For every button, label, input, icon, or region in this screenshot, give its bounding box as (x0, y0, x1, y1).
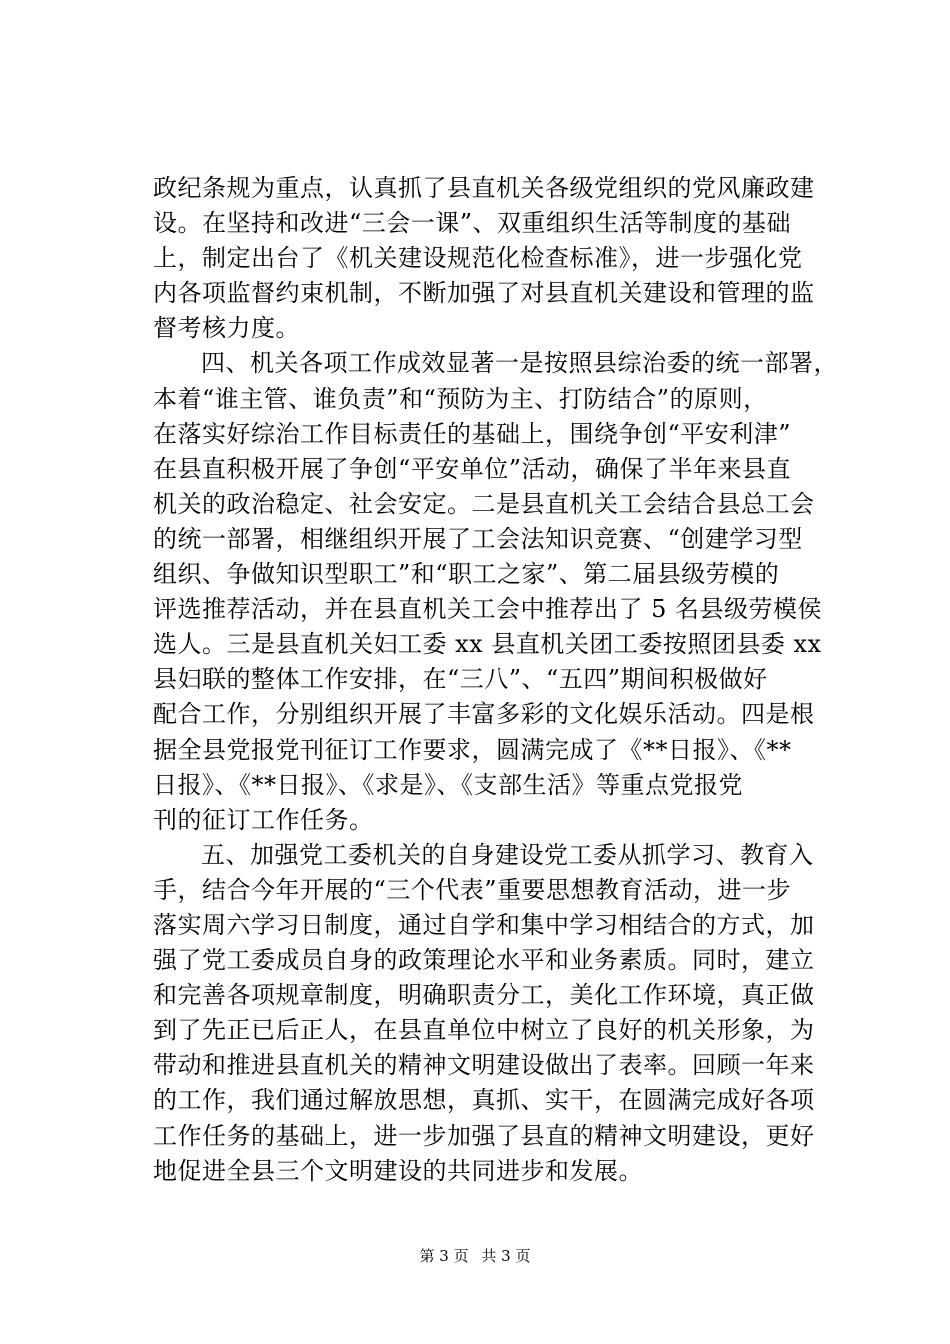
text-line: 五、加强党工委机关的自身建设党工委从抓学习、教育入 (201, 840, 814, 869)
text-line: 内各项监督约束机制，不断加强了对县直机关建设和管理的监 (153, 279, 815, 308)
text-line: 督考核力度。 (153, 314, 300, 343)
text-line: 日报》、《**日报》、《求是》、《支部生活》等重点党报党 (153, 770, 743, 799)
text-line: 刊的征订工作任务。 (153, 805, 374, 834)
text-line: 设。在坚持和改进“三会一课”、双重组织生活等制度的基础 (153, 209, 792, 238)
text-line: 带动和推进县直机关的精神文明建设做出了表率。回顾一年来 (153, 1051, 815, 1080)
paragraph-2 (153, 346, 843, 837)
text-line: 的工作，我们通过解放思想，真抓、实干，在圆满完成好各项 (153, 1086, 815, 1115)
text-line: 手，结合今年开展的“三个代表”重要思想教育活动，进一步 (153, 875, 792, 904)
paragraph-1 (153, 171, 843, 346)
text-line: 和完善各项规章制度，明确职责分工，美化工作环境，真正做 (153, 981, 815, 1010)
text-line: 机关的政治稳定、社会安定。二是县直机关工会结合县总工会 (153, 489, 815, 518)
text-line: 组织、争做知识型职工”和“职工之家”、第二届县级劳模的 (153, 560, 780, 589)
text-line: 强了党工委成员自身的政策理论水平和业务素质。同时，建立 (153, 946, 815, 975)
page-number: 第 3 页 (419, 1247, 469, 1265)
text-line: 县妇联的整体工作安排，在“三八”、“五四”期间积极做好 (153, 665, 768, 694)
text-line: 据全县党报党刊征订工作要求，圆满完成了《**日报》、《** (153, 735, 792, 764)
text-line: 四、机关各项工作成效显著一是按照县综治委的统一部署， (201, 349, 838, 378)
text-line: 政纪条规为重点，认真抓了县直机关各级党组织的党风廉政建 (153, 174, 815, 202)
text-line: 在落实好综治工作目标责任的基础上，围绕争创“平安利津” (153, 419, 792, 448)
page-total: 共 3 页 (481, 1247, 531, 1265)
text-line: 的统一部署，相继组织开展了工会法知识竞赛、“创建学习型 (153, 524, 803, 553)
text-line: 落实周六学习日制度，通过自学和集中学习相结合的方式，加 (153, 910, 815, 939)
text-line: 在县直积极开展了争创“平安单位”活动，确保了半年来县直 (153, 454, 792, 483)
paragraph-3 (153, 838, 843, 1189)
text-line: 工作任务的基础上，进一步加强了县直的精神文明建设，更好 (153, 1121, 815, 1150)
text-line: 选人。三是县直机关妇工委 xx 县直机关团工委按照团县委 xx (153, 630, 822, 659)
text-line: 上，制定出台了《机关建设规范化检查标准》，进一步强化党 (153, 244, 803, 273)
document-body (153, 171, 843, 1189)
page-footer (0, 1246, 950, 1266)
text-line: 配合工作，分别组织开展了丰富多彩的文化娱乐活动。四是根 (153, 700, 815, 729)
text-line: 到了先正已后正人，在县直单位中树立了良好的机关形象，为 (153, 1016, 815, 1045)
text-line: 地促进全县三个文明建设的共同进步和发展。 (153, 1156, 643, 1185)
text-line: 本着“谁主管、谁负责”和“预防为主、打防结合”的原则， (153, 384, 768, 413)
text-line: 评选推荐活动，并在县直机关工会中推荐出了 5 名县级劳模侯 (153, 595, 823, 624)
